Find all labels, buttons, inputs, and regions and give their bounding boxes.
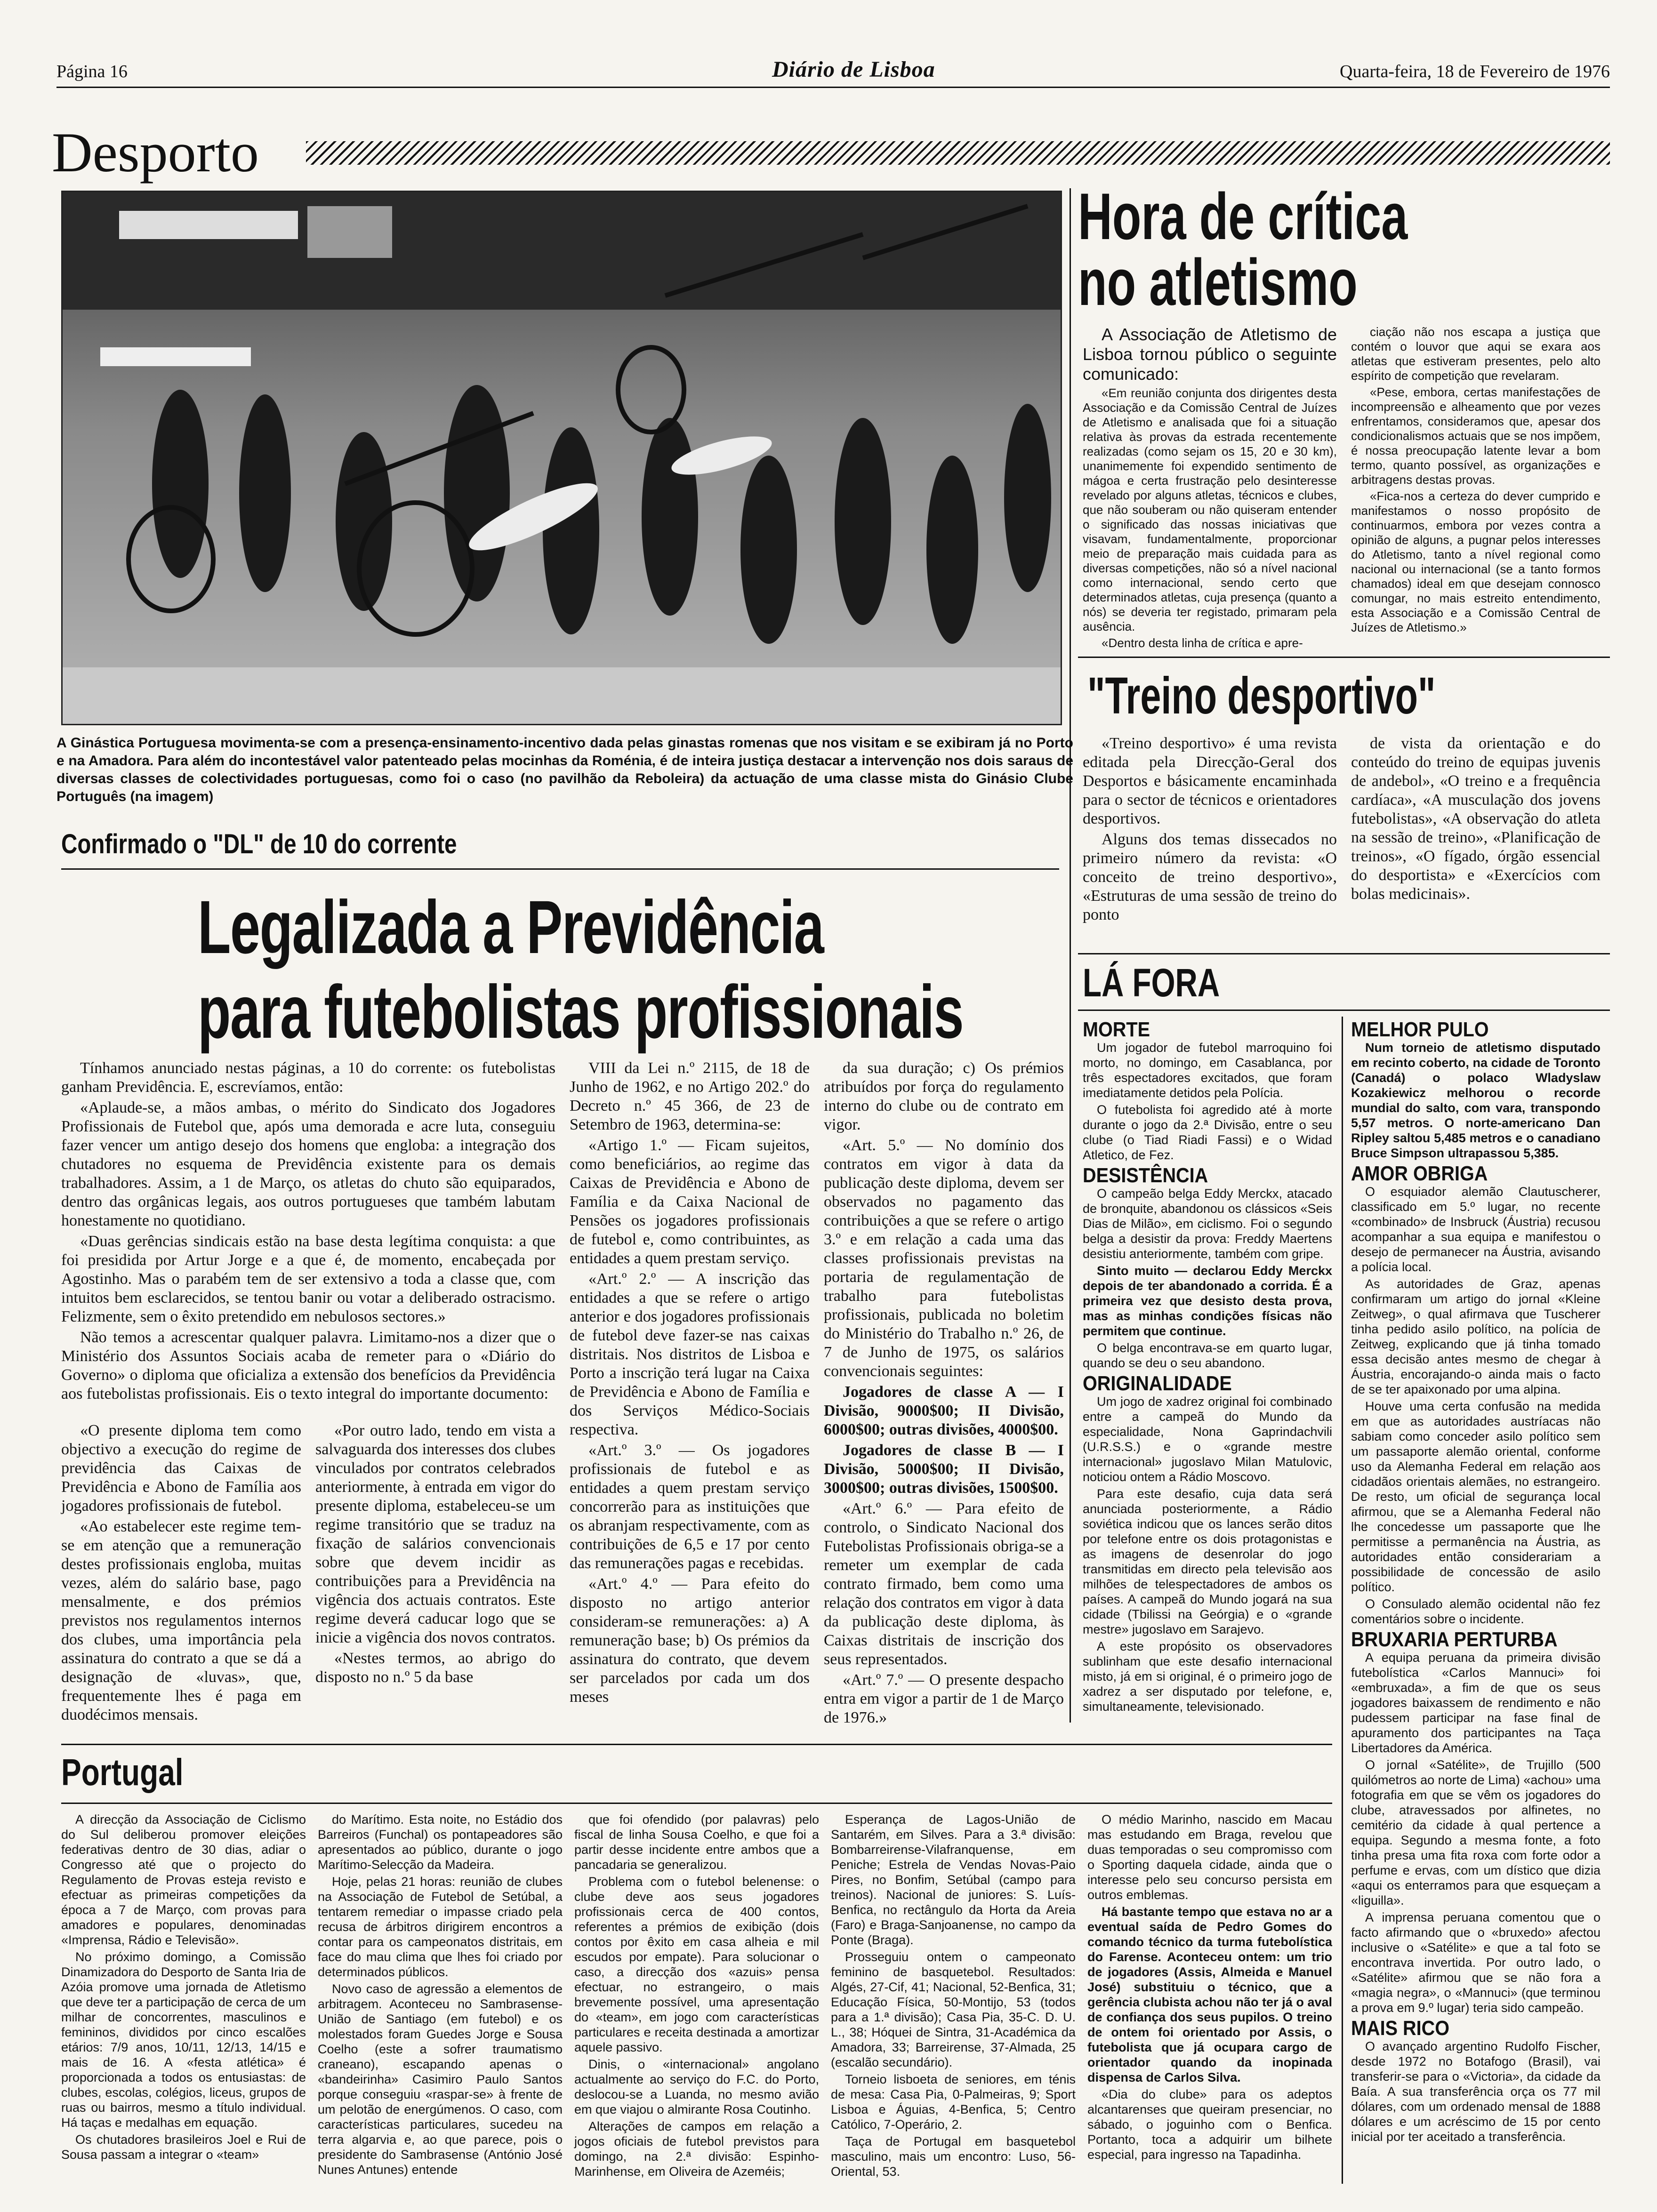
paragraph: «Fica-nos a certeza do dever cumprido e manifestamos o nosso propósito de continuarmos, embora por vezes contra a opinião de alguns, a pugnar pelos interesses do Atletismo, tanto a nível regional como nacional ou internacional (se a tanto formos chamados) ideal em que desejam connosco comungar, no mais estreito entendimento, esta Associação e a Comissão Central de Juízes de Atletismo.» [1351,489,1601,634]
masthead [56,56,1610,94]
portugal-column-3 [574,1812,819,2181]
paragraph: «Dentro desta linha de crítica e apre- [1102,636,1303,650]
brief-heading-bruxaria: BRUXARIA PERTURBA [1351,1628,1558,1651]
atletismo-column-1 [1083,325,1337,652]
paragraph: Problema com o futebol belenense: o clube deve aos seus jogadores profissionais cerca de 400 contos, referentes a prémios de exibição (dois contos por êxito em casa alheia e mil escudos por empate). Para solucionar o caso, a direcção dos «azuis» pensa efectuar, no estrangeiro, o mais brevemente possível, uma apresentação do «team», em jogo com características particulares e receita destinada a amortizar aquele passivo. [574,1875,819,2054]
paragraph: Houve uma certa confusão na medida em que as autoridades austríacas não sabiam como conceder asilo político sem um passaporte alemão oriental, conforme uso da Alemanha Federal em relação aos cidadãos orientais alemães, no estrangeiro. De resto, um oficial de segurança local afirmou, que se a Alemanha Federal não lhe concedesse um passaporte que lhe permitisse a permanência na Áustria, as autoridades então considerariam a possibilidade de concessão de asilo político. [1351,1399,1601,1594]
brief-heading-morte: MORTE [1083,1018,1150,1041]
paragraph: O jornal «Satélite», de Trujillo (500 quilómetros ao norte de Lima) «achou» uma fotografia em que se vêm os jogadores do clube, atravessados por alfinetes, no cemitério da cidade à qual pertence a equipa. Segundo a mesma fonte, a foto tinha presa uma fita roxa com forte odor a perfume e ervas, com um dístico que dizia «aqui os enterramos para que esqueçam a «liguilla». [1351,1758,1601,1907]
paragraph: da sua duração; c) Os prémios atribuídos por força do regulamento interno do clube ou de contrato em vigor. [824,1059,1064,1133]
brief-heading-mais-rico: MAIS RICO [1351,2017,1450,2040]
paragraph: O médio Marinho, nascido em Macau mas estudando em Braga, revelou que duas temporadas o seu compromisso com o Sporting daquela cidade, ainda que o interesse pelo seu concurso persista em outros emblemas. [1087,1812,1332,1902]
paragraph: «Treino desportivo» é uma revista editada pela Direcção-Geral dos Desportos e básicamente encaminhada para o sector de técnicos e orientadores desportivos. [1083,735,1337,827]
paragraph: «Em reunião conjunta dos dirigentes desta Associação e da Comissão Central de Juízes de Atletismo e analisada que foi a situação relativa às provas da estrada recentemente realizadas (como sejam os 15, 20 e 30 km), unanimemente foi expendido sentimento de mágoa e certa frustração pelo desinteresse revelado por alguns atletas, técnicos e clubes, que não souberam ou não quiseram entender o significado das nossas iniciativas que visavam, fundamentalmente, proporcionar meio de preparação mais cuidada para as diversas competições, não só a nível nacional como internacional, sendo certo que determinados atletas, cuja presença (quanto a nós) se deveria ter registado, primaram pela ausência. [1083,386,1337,633]
masthead-rule [56,87,1610,88]
paragraph: O futebolista foi agredido até à morte durante o jogo da 2.ª Divisão, entre o seu clube (o Tiad Riadi Fassi) e o Widad Atletico, de Fez. [1083,1103,1332,1162]
atletismo-headline-line-2: no atletismo [1078,245,1358,319]
right-column-divider [1070,188,1071,1723]
paragraph: Esperança de Lagos-União de Santarém, em Silves. Para a 3.ª divisão: Bombarreirense-Vilafranquense, em Peniche; Estrela de Vendas Novas-Paio Pires, no Bonfim, Setúbal (campo para treinos). Nacional de juniores: S. Luís-Benfica, no rectângulo da Horta da Areia (Faro) e Braga-Sanjoanense, no campo da Ponte (Braga). [831,1812,1076,1947]
paragraph: «Dia do clube» para os adeptos alcantarenses que queiram presenciar, no sábado, o joguinho com o Benfica. Portanto, toca a adquirir um bilhete especial, para ingresso na Tapadinha. [1087,2087,1332,2162]
paragraph: ciação não nos escapa a justiça que contém o louvor que aqui se exara aos atletas que estiveram presentes, pelo alto espírito de competição que revelaram. [1351,325,1601,383]
kicker-rule [61,868,1059,870]
paragraph: «Art.º 3.º — Os jogadores profissionais de futebol e as entidades a quem prestam serviço concorrerão para as instituições que os abranjam respectivamente, com as contribuições de 6,5 e 17 por cento das remunerações pagas e recebidas. [570,1442,810,1572]
paragraph: Não temos a acrescentar qualquer palavra. Limitamo-nos a dizer que o Ministério dos Assuntos Sociais acaba de remeter para o «Diário do Governo» o diploma que oficializa a extensão dos benefícios da Previdência aos futebolistas profissionais. Eis o texto integral do importante documento: [61,1329,555,1403]
paragraph: Os chutadores brasileiros Joel e Rui de Sousa passam a integrar o «team» [61,2132,306,2162]
treino-headline: "Treino desportivo" [1087,667,1436,725]
paragraph: O avançado argentino Rudolfo Fischer, desde 1972 no Botafogo (Brasil), vai transferir-se para o «Victoria», da cidade da Baía. A sua transferência orça os 77 mil dólares, com um ordenado mensal de 1888 dólares e um acréscimo de 15 por cento inicial por ter aceitado a transferência. [1351,2039,1601,2144]
salary-class-a: Jogadores de classe A — I Divisão, 9000$00; II Divisão, 6000$00; outras divisões, 4000$00. [824,1383,1064,1438]
paragraph: Tínhamos anunciado nestas páginas, a 10 do corrente: os futebolistas ganham Previdência. E, escrevíamos, então: [61,1059,555,1096]
paragraph: Para este desafio, cuja data será anunciada posteriormente, a Rádio soviética indicou que os lances serão ditos por telefone entre os dois protagonistas e as imagens de desenrolar do jogo transmitidas em directo pela televisão aos milhões de telespectadores de ambos os países. A campeã do Mundo jogará na sua cidade (Tbilissi na Geórgia) e o «grande mestre» jugoslavo em Sarajevo. [1083,1487,1332,1636]
salary-class-b: Jogadores de classe B — I Divisão, 5000$00; II Divisão, 3000$00; outras divisões, 1500$00. [824,1442,1064,1497]
portugal-headline: Portugal [61,1751,184,1793]
paragraph: «Art.º 2.º — A inscrição das entidades a que se refere o artigo anterior e dos jogadores profissionais de futebol deve fazer-se nas caixas distritais. Nos distritos de Lisboa e Porto a inscrição terá lugar na Caixa de Previdência e Abono de Família e dos Serviços Médico-Sociais respectiva. [570,1270,810,1438]
brief-heading-desistencia: DESISTÊNCIA [1083,1164,1208,1187]
treino-column-1 [1083,734,1337,926]
brief-heading-originalidade: ORIGINALIDADE [1083,1372,1232,1395]
lafora-top-rule [1078,953,1610,954]
paragraph: de vista da orientação e do conteúdo do treino de equipas juvenis de andebol», «O treino e a frequência cardíaca», «A musculação dos jovens futebolistas», «A observação do atleta na sessão de treino», «Planificação de treinos», «O fígado, órgão essencial do desportista» e «Exercícios com bolas medicinais». [1351,735,1601,903]
lafora-column-divider [1342,1017,1343,2184]
paragraph: VIII da Lei n.º 2115, de 18 de Junho de 1962, e no Artigo 202.º do Decreto n.º 45 366, de 23 de Setembro de 1963, determina-se: [570,1059,810,1133]
paragraph: Hoje, pelas 21 horas: reunião de clubes na Associação de Futebol de Setúbal, a tentarem remediar o impasse criado pela recusa de árbitros dirigirem encontros a contar para os campeonatos distritais, em face do mau clima que lhes foi criado por determinados públicos. [318,1875,563,1979]
portugal-under-rule [61,1803,1332,1804]
paragraph: Torneio lisboeta de seniores, em ténis de mesa: Casa Pia, 0-Palmeiras, 9; Sport Lisboa e Águias, 4-Benfica, 5; Centro Católico, 7-Operário, 2. [831,2072,1076,2132]
paragraph: Um jogo de xadrez original foi combinado entre a campeã do Mundo da especialidade, Nona Gaprindachvili (U.R.S.S.) e o «grande mestre internacional» jugoslavo Milan Matulovic, noticiou ontem a Rádio Moscovo. [1083,1395,1332,1484]
paragraph: Num torneio de atletismo disputado em recinto coberto, na cidade de Toronto (Canadá) o polaco Wladyslaw Kozakiewicz melhorou o recorde mundial do salto, com vara, transpondo 5,57 metros. O norte-americano Dan Ripley saltou 5,485 metros e o canadiano Bruce Simpson ultrapassou 5,385. [1351,1041,1601,1160]
newspaper-name: Diário de Lisboa [772,57,935,82]
paragraph: A direcção da Associação de Ciclismo do Sul deliberou promover eleições federativas dentro de 30 dias, adiar o Congresso até que o projecto do Regulamento de Provas esteja revisto e efectuar as primeiras competições da época a 7 de Março, com provas para amadores e populares, denominadas «Imprensa, Rádio e Televisão». [61,1812,306,1947]
lafora-column-1 [1083,1017,1332,1716]
paragraph: «Ao estabelecer este regime tem-se em atenção que a remuneração destes profissionais engloba, muitas vezes, além do salário base, pago mensalmente, e dos prémios previstos nos regulamentos internos dos clubes, uma importância pela assinatura do contrato a que se dá a designação de «luvas», que, frequentemente lhes é paga em duodécimos mensais. [61,1518,301,1723]
paragraph: O esquiador alemão Clautuscherer, classificado em 5.º lugar, no recente «combinado» de Insbruck (Áustria) recusou acompanhar a sua equipa e manifestou o desejo de permanecer na Áustria, avisando a polícia local. [1351,1185,1601,1274]
portugal-column-1 [61,1812,306,2164]
headline-line-2: para futebolistas profissionais [198,970,964,1054]
paragraph: A imprensa peruana comentou que o facto afirmando que o «bruxedo» afectou inclusive o «Satélite» e que a tal foto se encontrava invertida. Por outro lado, o «Satélite» afirmou que se não fora a «magia negra», o «Mannuci» (que terminou a prova em 9.º lugar) teria sido campeão. [1351,1910,1601,2015]
paragraph: As autoridades de Graz, apenas confirmaram um artigo do jornal «Kleine Zeitweg», o qual afirmava que Tuscherer tinha pedido asilo político, na polícia de Zeitweg, explicando que já tinha tomado essa decisão antes mesmo de chegar à Áustria, encorajando-o ainda mais o facto de se ter apaixonado por uma alpina. [1351,1277,1601,1396]
paragraph: O Consulado alemão ocidental não fez comentários sobre o incidente. [1351,1597,1601,1626]
main-intro-text [61,1059,555,1405]
main-column-1b [61,1421,301,1726]
paragraph: «Art.º 4.º — Para efeito do disposto no artigo anterior consideram-se remunerações: a) A remuneração base; b) Os prémios da assinatura do contrato, que devem ser parcelados por cada um dos meses [570,1575,810,1706]
treino-top-rule [1078,657,1610,658]
headline-line-1: Legalizada a Previdência [198,885,824,969]
portugal-column-4 [831,1812,1076,2181]
paragraph: Um jogador de futebol marroquino foi morto, no domingo, em Casablanca, por três espectadores excitados, que foram imediatamente detidos pela Polícia. [1083,1041,1332,1100]
portugal-top-rule [61,1744,1332,1745]
section-hatch-bar [306,141,1610,165]
paragraph: «Duas gerências sindicais estão na base desta legítima conquista: a que foi presidida por Artur Jorge e a que é, de momento, encabeçada por Agostinho. Mas o parabém tem de ser extensivo a toda a classe que, com intuitos bem esclarecidos, se tentou banir ou votar a deliberado ostracismo. Felizmente, sem o êxito pretendido em nebulosos sectores.» [61,1233,555,1325]
paragraph: O campeão belga Eddy Merckx, atacado de bronquite, abandonou os clássicos «Seis Dias de Milão», em ciclismo. Foi o segundo belga a desistir da prova: Freddy Maertens desistiu anteriormente, também com gripe. [1083,1186,1332,1261]
paragraph: «Artigo 1.º — Ficam sujeitos, como beneficiários, ao regime das Caixas de Previdência e Abono de Família e da Caixa Nacional de Pensões os jogadores profissionais de futebol e, como contribuintes, as entidades a quem prestam serviço. [570,1137,810,1267]
gymnastics-photo [61,191,1062,725]
paragraph: Novo caso de agressão a elementos de arbitragem. Aconteceu no Sambrasense-União de Santiago (em futebol) e os molestados foram Guedes Jorge e Sousa Coelho (este a sofrer traumatismo craneano), escapando apenas o «bandeirinha» Casimiro Paulo Santos porque conseguiu «raspar-se» à frente de um pelotão de energúmenos. O caso, com características particulares, sucedeu na terra algarvia e, ao que parece, pois o presidente do Sambrasense (António José Nunes Antunes) entende [318,1982,563,2177]
paragraph: «Por outro lado, tendo em vista a salvaguarda dos interesses dos clubes vinculados por contratos celebrados anteriormente, à entrada em vigor do presente diploma, estabeleceu-se um regime transitório que se traduz na fixação de salários convencionais sobre que devem incidir as contribuições para a Previdência na vigência dos actuais contratos. Este regime deverá caducar logo que se inicie a vigência dos novos contratos. [315,1422,555,1646]
story-kicker: Confirmado o "DL" de 10 do corrente [61,829,457,859]
paragraph: «Art.º 7.º — O presente despacho entra em vigor a partir de 1 de Março de 1976.» [824,1671,1064,1726]
atletismo-headline [1078,179,1408,319]
paragraph: «Aplaude-se, a mãos ambas, o mérito do Sindicato dos Jogadores Profissionais de Futebol que, após uma demorada e acre luta, conseguiu fazer vencer um antigo desejo dos homens que engloba: a integração dos chutadores no esquema de Previdência existente para os demais trabalhadores. Assim, a 1 de Março, os atletas do chuto são equiparados, dentro das orgânicas legais, aos outros portugueses que também labutam honestamente no quotidiano. [61,1099,555,1229]
paragraph: que foi ofendido (por palavras) pelo fiscal de linha Sousa Coelho, e que foi a partir desse incidente entre ambos que a pancadaria se generalizou. [574,1812,819,1872]
paragraph: Alguns dos temas dissecados no primeiro número da revista: «O conceito de treino desportivo», «Estruturas de uma sessão de treino do ponto [1083,831,1337,923]
paragraph: «Art. 5.º — No domínio dos contratos em vigor à data da publicação deste diploma, devem ser observados no pagamento das contribuições a que se refere o artigo 3.º e em relação a cada uma das classes profissionais previstas na portaria de regulamentação de trabalho para futebolistas profissionais, publicada no boletim do Ministério do Trabalho n.º 26, de 7 de Junho de 1975, os salários convencionais seguintes: [824,1137,1064,1380]
paragraph: Alterações de campos em relação a jogos oficiais de futebol previstos para domingo, na 2.ª divisão: Espinho-Marinhense, em Oliveira de Azeméis; [574,2119,819,2179]
paragraph: Sinto muito — declarou Eddy Merckx depois de ter abandonado a corrida. É a primeira vez que desisto desta prova, mas as minhas condições físicas não permitem que continue. [1083,1264,1332,1338]
paragraph: A Associação de Atletismo de Lisboa tornou público o seguinte comunicado: [1083,325,1337,384]
paragraph: «Pese, embora, certas manifestações de incompreensão e alheamento que por vezes enfrentamos, consideramos que, apesar dos condicionalismos actuais que se nos impõem, é nossa preocupação latente levar a bom termo, quanto possível, as organizações e arbitragens destas provas. [1351,385,1601,487]
paragraph: Taça de Portugal em basquetebol masculino, mais um encontro: Luso, 56-Oriental, 53. [831,2134,1076,2179]
gymnasts-illustration [63,192,1061,724]
paragraph: Prosseguiu ontem o campeonato feminino de basquetebol. Resultados: Algés, 27-Cif, 41; Nacional, 52-Benfica, 31; Educação Física, 50-Montijo, 53 (todos para a 1.ª divisão); Casa Pia, 35-C. D. U. L., 38; Hóquei de Sintra, 31-Académica da Amadora, 33; Barreirense, 37-Almada, 25 (escalão secundário). [831,1950,1076,2069]
main-headline [198,885,963,1054]
atletismo-headline-line-1: Hora de crítica [1078,179,1408,253]
brief-heading-amor-obriga: AMOR OBRIGA [1351,1162,1488,1185]
paragraph: «Nestes termos, ao abrigo do disposto no n.º 5 da base [315,1650,555,1686]
issue-date: Quarta-feira, 18 de Fevereiro de 1976 [1340,62,1610,81]
paragraph: do Marítimo. Esta noite, no Estádio dos Barreiros (Funchal) os pontapeadores são apresentados ao público, durante o jogo Marítimo-Selecção da Madeira. [318,1812,563,1872]
paragraph: Há bastante tempo que estava no ar a eventual saída de Pedro Gomes do comando técnico da turma futebolística do Farense. Aconteceu ontem: um trio de jogadores (Assis, Almeida e Manuel José) substituiu o técnico, que a gerência clubista achou não ter já o aval de confiança dos seus pupilos. O treino de ontem foi orientado por Assis, o futebolista que já ocupara cargo de orientador quando da inopinada dispensa de Carlos Silva. [1087,1905,1332,2084]
portugal-column-2 [318,1812,563,2179]
paragraph: «O presente diploma tem como objectivo a execução do regime de previdência das Caixas de Previdência e Abono de Família aos jogadores profissionais de futebol. [61,1422,301,1515]
photo-caption: A Ginástica Portuguesa movimenta-se com a presença-ensinamento-incentivo dada pelas ginastas romenas que nos visitam e se exibiram já no Porto e na Amadora. Para além do incontestável valor patenteado pelas mocinhas da Roménia, é de inteira justiça destacar a intervenção nos dois saraus de diversas classes de colectividades portuguesas, como foi o caso (no pavilhão da Reboleira) da actuação de uma classe mista do Ginásio Clube Português (na imagem) [56,735,1073,804]
paragraph: A equipa peruana da primeira divisão futebolística «Carlos Mannuci» foi «embruxada», a fim de que os seus jogadores baixassem de rendimento e não pudessem participar na fase final de apuramento dos participantes na Taça Libertadores da América. [1351,1651,1601,1755]
paragraph: O belga encontrava-se em quarto lugar, quando se deu o seu abandono. [1083,1341,1332,1370]
lafora-headline: LÁ FORA [1083,961,1220,1005]
lafora-column-2 [1351,1017,1601,2146]
brief-heading-melhor-pulo: MELHOR PULO [1351,1018,1489,1041]
section-title: Desporto [52,121,259,184]
atletismo-column-2 [1351,325,1601,637]
portugal-column-5 [1087,1812,1332,2164]
main-column-3 [570,1059,810,1708]
paragraph: A este propósito os observadores sublinham que este desafio internacional misto, já em si original, é o primeiro jogo de xadrez a ser disputado por telefone, e, simultaneamente, televisionado. [1083,1639,1332,1714]
paragraph: No próximo domingo, a Comissão Dinamizadora do Desporto de Santa Iria de Azóia promove uma jornada de Atletismo que deve ter a participação de cerca de um milhar de concorrentes, masculinos e femininos, divididos por cinco escalões etários: 7/9 anos, 10/11, 12/13, 14/15 e mais de 16. A «festa atlética» é proporcionada a todos os entusiastas: de clubes, escolas, colégios, liceus, grupos de ruas ou bairros, mesmo a título individual. Há taças e medalhas em equação. [61,1950,306,2130]
main-column-4 [824,1059,1064,1729]
treino-column-2 [1351,734,1601,906]
lafora-under-rule [1078,1010,1610,1011]
page-number: Página 16 [56,62,128,81]
paragraph: «Art.º 6.º — Para efeito de controlo, o Sindicato Nacional dos Futebolistas Profissionais obriga-se a remeter um exemplar de cada contrato firmado, bem como uma relação dos contratos em vigor à data da publicação deste diploma, às Caixas distritais de inscrição dos seus representados. [824,1500,1064,1668]
main-column-2b [315,1421,555,1689]
paragraph: Dinis, o «internacional» angolano actualmente ao serviço do F.C. do Porto, deslocou-se a Luanda, no mesmo avião em que viajou o almirante Rosa Coutinho. [574,2057,819,2116]
